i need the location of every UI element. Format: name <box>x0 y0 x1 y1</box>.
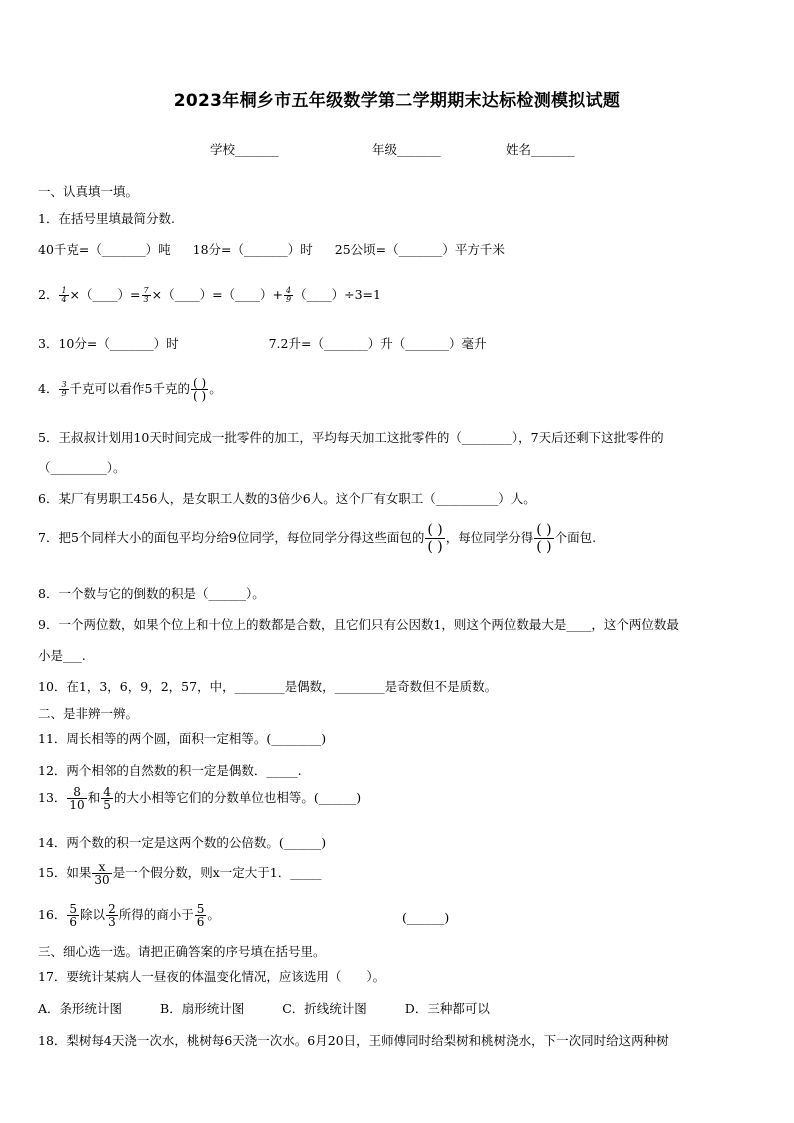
blank-fraction <box>425 522 444 555</box>
question-9-line-1: 9．一个两位数，如果个位上和十位上的数都是合数，且它们只有公因数1，则这个两位数最大是____，这个两位数最 <box>38 617 679 632</box>
numerator: x <box>92 861 111 874</box>
question-13 <box>38 786 361 811</box>
question-3 <box>38 334 486 352</box>
fraction <box>101 786 113 811</box>
denominator: 10 <box>69 798 85 812</box>
q16-text-1: 除以 <box>80 907 106 922</box>
blank-fraction <box>534 522 553 555</box>
question-4 <box>38 377 222 402</box>
denominator: 9 <box>61 389 67 398</box>
question-17-options <box>38 999 528 1017</box>
question-7 <box>38 522 596 555</box>
q1-sub-a: 40千克=（_______）吨 <box>38 242 171 257</box>
question-1-stem: 1．在括号里填最简分数. <box>38 211 175 226</box>
q7-text-a: 7．把5个同样大小的面包平均分给9位同学，每位同学分得这些面包的 <box>38 530 425 545</box>
denominator: 5 <box>103 798 111 812</box>
question-14: 14．两个数的积一定是这两个数的公倍数。(______) <box>38 835 327 850</box>
fraction <box>67 903 79 928</box>
q13-number: 13． <box>38 790 67 805</box>
numerator: 5 <box>196 902 205 916</box>
option-c: C．折线统计图 <box>282 1001 367 1016</box>
grade-field: 年级_______ <box>372 142 441 157</box>
numerator-blank: ( ) <box>193 376 207 390</box>
question-15 <box>38 861 321 886</box>
denominator: 3 <box>143 295 149 304</box>
q7-text-c: 个面包. <box>554 530 597 545</box>
q4-text: 千克可以看作5千克的 <box>69 381 191 396</box>
numerator: 8 <box>67 786 86 799</box>
q1-sub-b: 18分=（_______）时 <box>192 242 313 257</box>
numerator: 2 <box>108 902 116 916</box>
option-b: B．扇形统计图 <box>160 1001 245 1016</box>
fraction <box>59 287 68 304</box>
numerator: 4 <box>103 785 111 799</box>
question-2 <box>38 285 381 304</box>
numerator: 1 <box>61 286 67 295</box>
numerator: 4 <box>286 286 292 295</box>
question-10: 10．在1，3，6，9，2，57，中，________是偶数，________是奇数但不是质数。 <box>38 679 498 694</box>
section-heading-3: 三、细心选一选。请把正确答案的序号填在括号里。 <box>38 944 326 959</box>
denominator-blank: ( ) <box>427 539 443 555</box>
q3-sub-b: 7.2升=（_______）升（_______）毫升 <box>268 336 487 351</box>
q4-end: 。 <box>209 381 222 396</box>
q13-text: 的大小相等它们的分数单位也相等。(______) <box>113 790 362 805</box>
fraction <box>195 903 207 928</box>
denominator-blank: ( ) <box>193 389 207 403</box>
question-17-stem: 17．要统计某病人一昼夜的体温变化情况，应该选用（ ）。 <box>38 969 386 984</box>
denominator: 4 <box>61 295 67 304</box>
numerator: 3 <box>61 380 67 389</box>
q4-number: 4． <box>38 381 59 396</box>
q13-and: 和 <box>87 790 101 805</box>
q2-number: 2． <box>38 287 59 302</box>
section-heading-2: 二、是非辨一辨。 <box>38 706 139 721</box>
fraction <box>67 786 86 811</box>
fraction <box>59 381 68 398</box>
question-11: 11．周长相等的两个圆，面积一定相等。(________) <box>38 731 327 746</box>
question-6: 6．某厂有男职工456人，是女职工人数的3倍少6人。这个厂有女职工（__________）人。 <box>38 491 536 506</box>
question-8: 8．一个数与它的倒数的积是（______）。 <box>38 586 265 601</box>
fraction <box>284 287 293 304</box>
fraction <box>142 287 151 304</box>
blank-fraction <box>191 377 208 402</box>
q15-text-b: 是一个假分数，则x一定大于1．_____ <box>112 865 322 880</box>
q16-text-2: 所得的商小于 <box>118 907 194 922</box>
question-9-line-2: 小是___. <box>38 648 86 663</box>
q16-answer-blank: (______) <box>402 910 450 925</box>
name-field: 姓名_______ <box>506 142 575 157</box>
q15-text-a: 15．如果 <box>38 865 92 880</box>
option-a: A．条形统计图 <box>38 1001 123 1016</box>
denominator: 6 <box>69 915 78 929</box>
section-heading-1: 一、认真填一填。 <box>38 184 139 199</box>
page-title: 2023年桐乡市五年级数学第二学期期末达标检测模拟试题 <box>173 91 621 111</box>
denominator: 6 <box>196 915 205 929</box>
denominator: 30 <box>94 873 110 887</box>
question-5-line-1: 5．王叔叔计划用10天时间完成一批零件的加工，平均每天加工这批零件的（________），7天后还剩下这批零件的 <box>38 430 664 445</box>
fraction <box>106 903 118 928</box>
numerator: 7 <box>143 286 149 295</box>
denominator: 3 <box>108 915 116 929</box>
q16-number: 16． <box>38 907 67 922</box>
q2-text-3: （____）÷3=1 <box>294 287 381 302</box>
q16-text-3: 。 <box>207 907 220 922</box>
q7-text-b: ，每位同学分得 <box>445 530 534 545</box>
numerator: 5 <box>69 902 78 916</box>
q3-sub-a: 3．10分=（_______）时 <box>38 336 179 351</box>
denominator: 9 <box>286 295 292 304</box>
question-1-items <box>38 240 505 258</box>
numerator-blank: ( ) <box>536 522 552 538</box>
numerator-blank: ( ) <box>427 522 443 538</box>
option-d: D．三种都可以 <box>404 1001 490 1016</box>
q2-text-2: ×（____）=（____）+ <box>151 287 284 302</box>
question-18: 18．梨树每4天浇一次水，桃树每6天浇一次水。6月20日，王师傅同时给梨树和桃树浇水，下一次同时给这两种树 <box>38 1033 669 1048</box>
question-5-line-2: （_________）。 <box>38 460 126 475</box>
question-16 <box>38 903 220 928</box>
denominator-blank: ( ) <box>536 539 552 555</box>
q2-text-1: ×（____）= <box>69 287 141 302</box>
school-field: 学校_______ <box>210 142 279 157</box>
q1-sub-c: 25公顷=（_______）平方千米 <box>334 242 505 257</box>
fraction <box>92 861 111 886</box>
question-12: 12．两个相邻的自然数的积一定是偶数．_____. <box>38 763 302 778</box>
